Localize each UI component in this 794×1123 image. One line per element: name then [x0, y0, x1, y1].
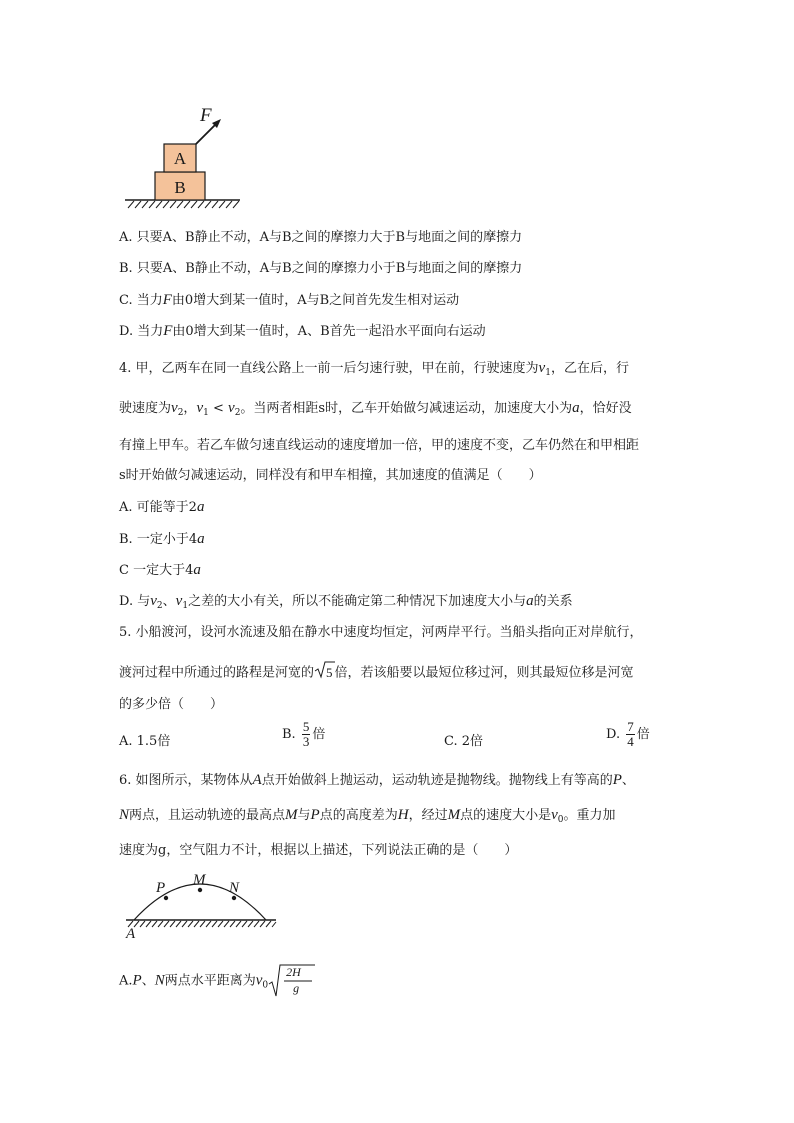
- fraction-7-4: [626, 720, 635, 749]
- comma: ，: [183, 401, 197, 416]
- q4-text: ，乙在后，行: [550, 361, 629, 376]
- q4-option-a: [119, 498, 204, 517]
- q4-option-d-text: 的关系: [533, 594, 573, 609]
- sym-v: v: [175, 593, 183, 609]
- sym-v: v: [150, 593, 157, 609]
- q4-option-d-text: 之差的大小有关，所以不能确定第二种情况下加速度大小与: [188, 594, 527, 609]
- sym-p: P: [132, 972, 142, 989]
- sym-a: a: [572, 400, 580, 416]
- point-p: [164, 896, 168, 900]
- q6-option-a: [119, 964, 316, 999]
- point-m: [198, 888, 202, 892]
- block-b-label: B: [174, 178, 186, 197]
- sub-0: 0: [557, 815, 564, 825]
- q3d-rest: 由0增大到某一值时，A、B首先一起沿水平面向右运动: [172, 324, 486, 339]
- label-a: A: [126, 926, 136, 942]
- q3c-rest: 由0增大到某一值时，A与B之间首先发生相对运动: [171, 293, 460, 308]
- q6-line-2: [119, 806, 616, 829]
- q4-option-d-text: D. 与: [119, 594, 151, 609]
- q4-text: ，恰好没: [579, 401, 632, 416]
- label-m: M: [193, 872, 206, 888]
- sym-a: a: [526, 593, 534, 609]
- sub-0: 0: [262, 980, 269, 991]
- sub-1: 1: [203, 408, 209, 418]
- q4-option-b: [119, 530, 205, 549]
- q4-text: 。当两者相距s时，乙车开始做匀减速运动，加速度大小为: [240, 401, 573, 416]
- q6-line-1: [119, 771, 635, 790]
- q6-text: 与: [297, 808, 311, 823]
- q6-option-a-text: 两点水平距离为: [164, 973, 256, 989]
- sym-f: F: [162, 292, 172, 308]
- sym-v: v: [551, 807, 558, 823]
- blocks-figure: [118, 100, 248, 215]
- q6-text: 两点，且运动轨迹的最高点: [129, 808, 286, 823]
- q4-line-3: 有撞上甲车。若乙车做匀速直线运动的速度增加一倍，甲的速度不变，乙车仍然在和甲相距: [119, 438, 640, 453]
- sym-v: v: [228, 400, 235, 416]
- q3-option-d: [119, 322, 486, 341]
- sub-1: 1: [545, 368, 551, 378]
- sym-v: v: [255, 972, 263, 989]
- q5-line-2: [119, 660, 634, 686]
- trajectory-figure: [120, 870, 285, 942]
- q4-text: 驶速度为: [119, 401, 172, 416]
- q6-line-3: 速度为g，空气阻力不计，根据以上描述，下列说法正确的是（ ）: [119, 843, 518, 858]
- q4-text: 4. 甲，乙两车在同一直线公路上一前一后匀速行驶，甲在前，行驶速度为: [119, 361, 539, 376]
- q3-option-c: [119, 291, 459, 310]
- enum-comma: 、: [621, 773, 635, 788]
- q4-option-c: [119, 561, 201, 580]
- q3-option-a: A. 只要A、B静止不动，A与B之间的摩擦力大于B与地面之间的摩擦力: [119, 230, 523, 245]
- q5-option-a: A. 1.5倍: [119, 734, 171, 749]
- q4-option-d: [119, 592, 573, 615]
- sub-2: 2: [177, 408, 184, 418]
- sym-v: v: [196, 400, 204, 416]
- q5-option-d-label: D.: [606, 727, 621, 742]
- q6-text: 6. 如图所示，某物体从: [119, 773, 253, 788]
- q5-text: 渡河过程中所通过的路程是河宽的: [119, 665, 315, 681]
- q4-option-a-text: A. 可能等于2: [119, 500, 197, 515]
- sym-m: M: [447, 807, 461, 823]
- sym-n: N: [154, 972, 165, 989]
- sym-a-point: A: [252, 772, 262, 788]
- q5-option-b-label: B.: [282, 727, 296, 742]
- q6-text: ，经过: [408, 808, 448, 823]
- label-p: P: [156, 880, 166, 896]
- q5-option-b: [282, 720, 325, 749]
- q3d-prefix: D. 当力: [119, 324, 164, 339]
- sym-v: v: [538, 360, 546, 376]
- sym-a: a: [197, 531, 205, 547]
- sub-2: 2: [234, 408, 241, 418]
- q6-text: 点的速度大小是: [460, 808, 552, 823]
- q5-line-3: 的多少倍（ ）: [119, 697, 224, 712]
- block-a-label: A: [173, 149, 187, 168]
- sym-n: N: [119, 807, 130, 823]
- sym-v: v: [171, 400, 178, 416]
- sym-m: M: [285, 807, 298, 823]
- sym-a: a: [196, 499, 205, 515]
- sym-p: P: [612, 772, 622, 788]
- q4-option-b-text: B. 一定小于4: [119, 532, 198, 547]
- fraction-numerator: 7: [627, 719, 634, 734]
- q6-text: 点的高度差为: [319, 808, 398, 823]
- fraction-numerator: 2H: [286, 965, 301, 979]
- fraction-5-3: [302, 720, 311, 749]
- point-n: [232, 896, 236, 900]
- fraction-denominator: 3: [302, 734, 310, 749]
- q4-line-2: [119, 399, 632, 422]
- q5-option-d: [606, 720, 650, 749]
- sub-2: 2: [156, 601, 163, 611]
- enum-comma: 、: [141, 973, 155, 989]
- sym-h: H: [397, 807, 409, 823]
- sub-1: 1: [182, 601, 189, 611]
- q6-text: 点开始做斜上抛运动，运动轨迹是抛物线。抛物线上有等高的: [261, 773, 613, 788]
- sym-a: a: [193, 562, 201, 578]
- sqrt-2h-over-g: [268, 964, 316, 998]
- q5-option-c: C. 2倍: [444, 734, 484, 749]
- q5-text: 倍，若该船要以最短位移过河，则其最短位移是河宽: [334, 665, 634, 681]
- fraction-denominator: g: [293, 981, 300, 995]
- less-than: <: [208, 401, 229, 416]
- times-unit: 倍: [312, 727, 326, 742]
- q3c-prefix: C. 当力: [119, 293, 163, 308]
- sym-p: P: [310, 807, 320, 823]
- times-unit: 倍: [636, 727, 650, 742]
- q4-line-4: s时开始做匀减速运动，同样没有和甲车相撞，其加速度的值满足（ ）: [119, 468, 542, 483]
- sqrt5-value: 5: [326, 664, 333, 680]
- q4-option-c-text: C 一定大于4: [119, 563, 194, 578]
- fraction-denominator: 4: [627, 734, 634, 749]
- fraction-numerator: 5: [302, 719, 310, 734]
- q6-text: 。重力加: [563, 808, 616, 823]
- q6-option-a-label: A.: [119, 973, 133, 989]
- sym-f: F: [163, 323, 173, 339]
- force-label: F: [200, 105, 212, 126]
- label-n: N: [229, 880, 240, 896]
- q3-option-b: B. 只要A、B静止不动，A与B之间的摩擦力小于B与地面之间的摩擦力: [119, 261, 523, 276]
- q4-line-1: [119, 359, 629, 382]
- q5-line-1: 5. 小船渡河，设河水流速及船在静水中速度均恒定，河两岸平行。当船头指向正对岸航行，: [119, 625, 643, 640]
- enum-comma: 、: [162, 594, 176, 609]
